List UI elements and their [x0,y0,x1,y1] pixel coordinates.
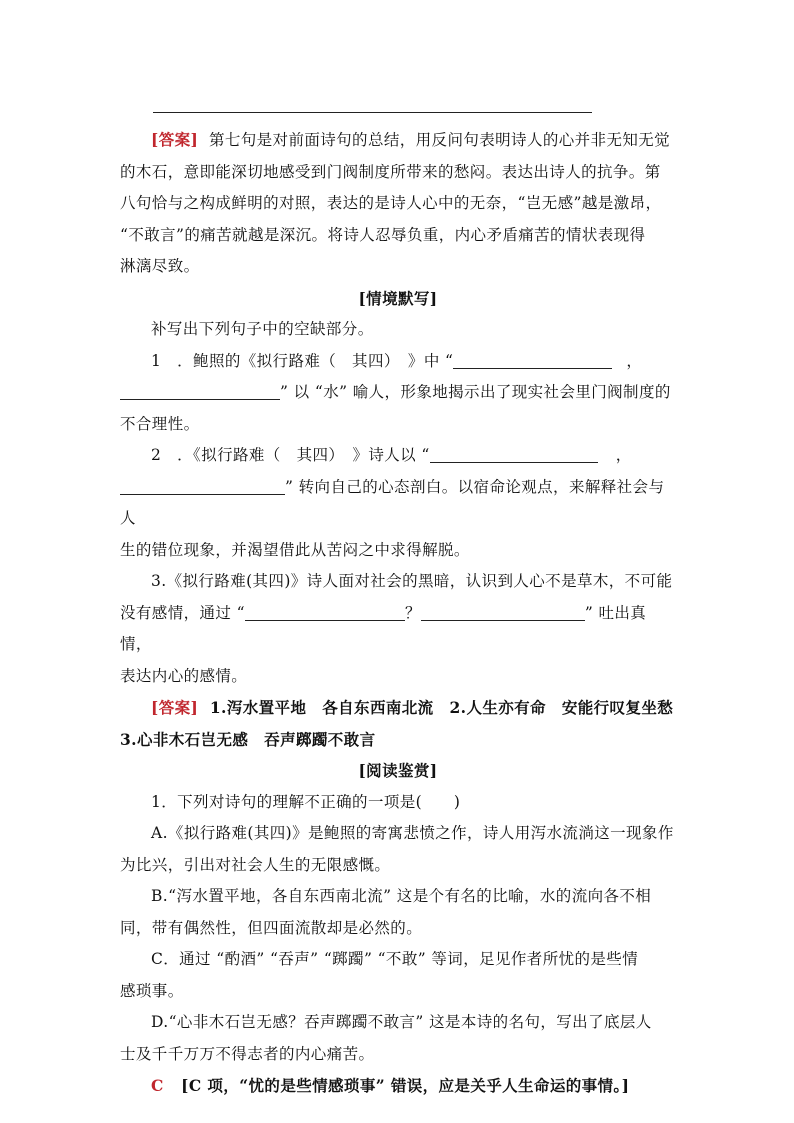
answer-line: 八句恰与之构成鲜明的对照，表达的是诗人心中的无奈，“岂无感”越是激昂， [120,194,662,212]
page-content [120,124,676,1102]
question-3: 3.《拟行路难(其四)》诗人面对社会的黑暗，认识到人心不是草木，不可能 [151,572,673,590]
q2-comma: ， [615,446,632,464]
q1-comma: ， [626,351,643,370]
question-3-line-3: 表达内心的感情。 [120,666,248,685]
answer-text: 1.泻水置平地 各自东西南北流 2.人生亦有命 安能行叹复坐愁 [209,698,674,717]
section-heading-dictation: [情境默写] [358,288,438,308]
question-2-line-3: 生的错位现象，并渴望借此从苦闷之中求得解脱。 [120,540,470,559]
answer-explanation: [C 项，“忧的是些情感琐事” 错误，应是关乎人生命运的事情。] [181,1076,630,1095]
section-heading-reading: [阅读鉴赏] [358,761,438,780]
top-divider [153,112,592,113]
option-a[interactable]: A.《拟行路难(其四)》是鲍照的寄寓悲愤之作，诗人用泻水流淌这一现象作 [151,824,674,842]
answer-label: [答案] [151,698,199,717]
q2-tail: ” 转向自己的心态剖白。以宿命论观点，来解释社会与人 [120,477,665,527]
answer-paragraph-1 [120,124,676,157]
option-c-continued: 感琐事。 [120,981,184,1000]
q3-line2-end: ” 吐出真情， [120,603,647,653]
answer-blank[interactable] [430,444,598,463]
q1-tail: ” 以 “水” 喻人，形象地揭示出了现实社会里门阀制度的 [280,383,671,401]
option-b[interactable]: B.“泻水置平地，各自东西南北流” 这是个有名的比喻，水的流向各不相 [151,887,652,905]
answer-paragraph-2 [120,692,676,724]
q1-lead: 1 ．鲍照的《拟行路难（ 其四） 》中 “ [151,351,454,370]
mcq-answer [120,1070,676,1102]
answer-text: 第七句是对前面诗句的总结，用反问句表明诗人的心并非无知无觉 [208,131,671,149]
question-1 [120,346,676,378]
answer-line: “不敢言”的痛苦就越是深沉。将诗人忍辱负重，内心矛盾痛苦的情状表现得 [120,225,646,244]
q2-lead: 2 ．《拟行路难（ 其四） 》诗人以 “ [151,446,430,464]
answer-line: 3.心非木石岂无感 吞声踯躅不敢言 [120,729,376,749]
answer-line: 淋漓尽致。 [120,257,200,275]
answer-label: [答案] [151,130,199,149]
q3-question-mark: ？ [404,603,421,622]
option-d-continued: 士及千千万万不得志者的内心痛苦。 [120,1044,375,1063]
instruction-text: 补写出下列句子中的空缺部分。 [151,320,374,338]
answer-blank[interactable] [120,381,280,400]
question-1-line-2 [120,377,676,409]
answer-blank[interactable] [120,476,285,495]
answer-line: 的木石，意即能深切地感受到门阀制度所带来的愁闷。表达出诗人的抗争。第 [120,162,661,181]
option-b-continued: 同，带有偶然性，但四面流散却是必然的。 [120,918,423,937]
mcq-stem: 1．下列对诗句的理解不正确的一项是( ) [151,792,461,811]
question-1-line-3: 不合理性。 [120,414,200,433]
option-d[interactable]: D.“心非木石岂无感？吞声踯躅不敢言” 这是本诗的名句，写出了底层人 [151,1013,652,1031]
question-2-line-2 [120,472,676,535]
question-3-line-2 [120,598,676,661]
answer-blank[interactable] [245,602,405,621]
option-c[interactable]: C．通过 “酌酒” “吞声” “踯躅” “不敢” 等词，足见作者所忧的是些情 [151,950,639,968]
answer-blank[interactable] [453,350,612,369]
option-a-continued: 为比兴，引出对社会人生的无限感慨。 [120,855,391,874]
q3-line2-start: 没有感情，通过 “ [120,603,245,622]
answer-blank[interactable] [421,602,585,621]
answer-letter: C [151,1076,164,1095]
question-2 [120,440,676,472]
